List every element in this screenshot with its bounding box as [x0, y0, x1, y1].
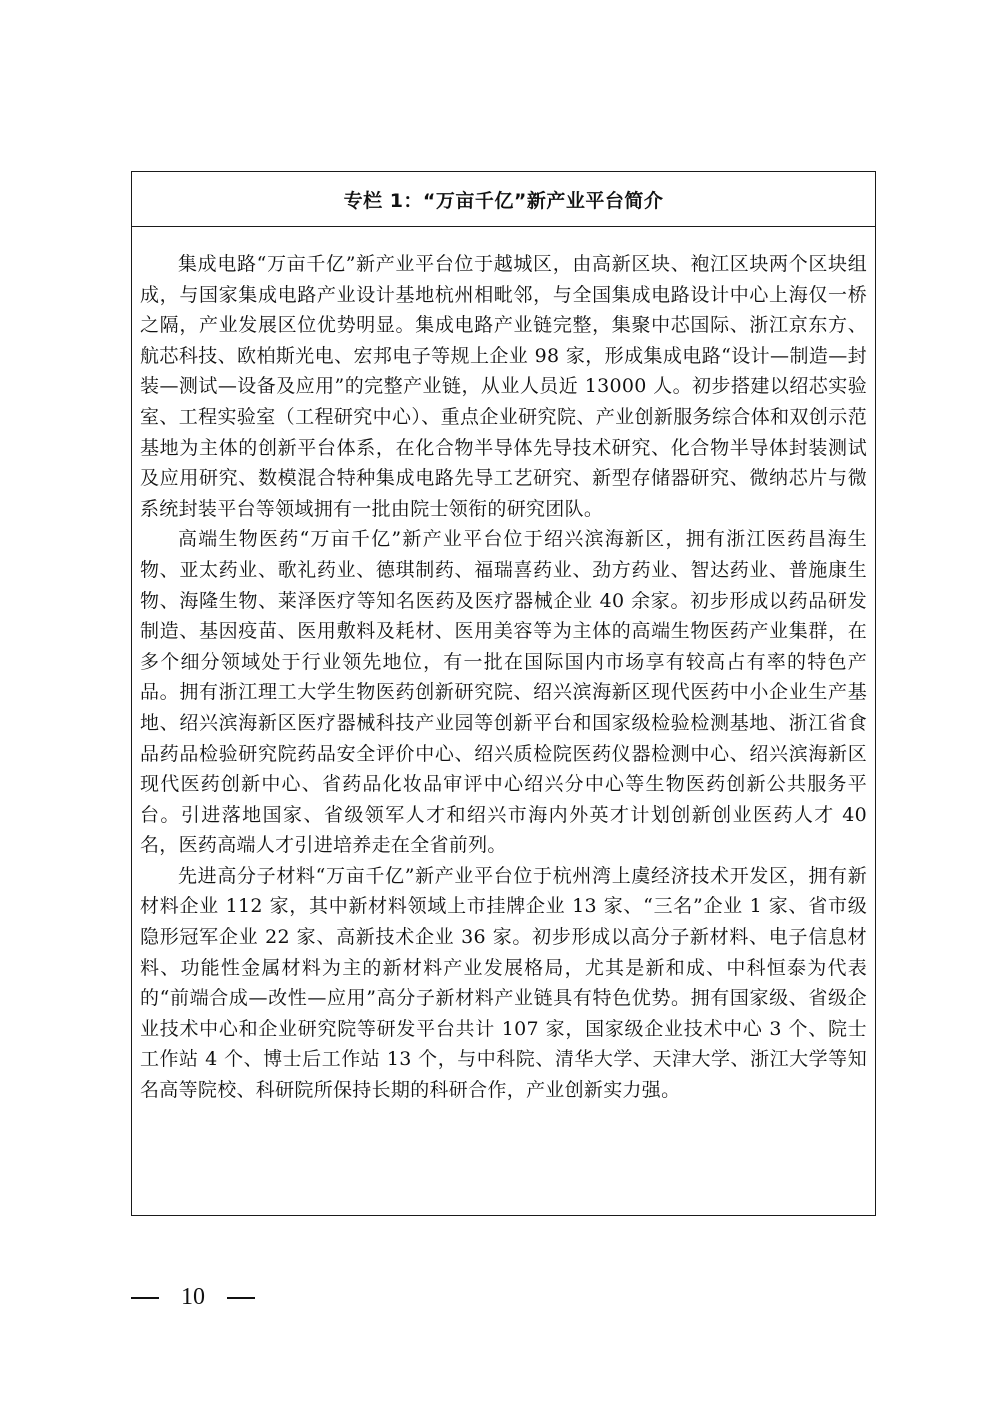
sidebar-box: [131, 171, 876, 1216]
left-dash: [131, 1297, 159, 1299]
page-footer: [131, 1284, 255, 1311]
paragraph-integrated-circuit: 集成电路“万亩千亿”新产业平台位于越城区，由高新区块、袍江区块两个区块组成，与国家集成电路产业设计基地杭州相毗邻，与全国集成电路设计中心上海仅一桥之隔，产业发展区位优势明显。集成电路产业链完整，集聚中芯国际、浙江京东方、航芯科技、欧柏斯光电、宏邦电子等规上企业 98 家，形成集成电路“设计—制造—封装—测试—设备及应用”的完整产业链，从业人员近 13000 人。初步搭建以绍芯实验室、工程实验室（工程研究中心）、重点企业研究院、产业创新服务综合体和双创示范基地为主体的创新平台体系，在化合物半导体先导技术研究、化合物半导体封装测试及应用研究、数模混合特种集成电路先导工艺研究、新型存储器研究、微纳芯片与微系统封装平台等领域拥有一批由院士领衔的研究团队。: [140, 253, 867, 520]
right-dash: [227, 1297, 255, 1299]
paragraph-polymer-materials: 先进高分子材料“万亩千亿”新产业平台位于杭州湾上虞经济技术开发区，拥有新材料企业 112 家，其中新材料领域上市挂牌企业 13 家、“三名”企业 1 家、省市级隐形冠军企业 22 家、高新技术企业 36 家。初步形成以高分子新材料、电子信息材料、功能性金属材料为主的新材料产业发展格局，尤其是新和成、中科恒泰为代表的“前端合成—改性—应用”高分子新材料产业链具有特色优势。拥有国家级、省级企业技术中心和企业研究院等研发平台共计 107 家，国家级企业技术中心 3 个、院士工作站 4 个、博士后工作站 13 个，与中科院、清华大学、天津大学、浙江大学等知名高等院校、科研院所保持长期的科研合作，产业创新实力强。: [140, 864, 867, 1102]
page-number: 10: [181, 1284, 205, 1310]
sidebar-box-title: 专栏 1：“万亩千亿”新产业平台简介: [132, 172, 875, 227]
paragraph-biomedicine: 高端生物医药“万亩千亿”新产业平台位于绍兴滨海新区，拥有浙江医药昌海生物、亚太药业、歌礼药业、德琪制药、福瑞喜药业、劲方药业、智达药业、普施康生物、海隆生物、莱泽医疗等知名医药及医疗器械企业 40 余家。初步形成以药品研发制造、基因疫苗、医用敷料及耗材、医用美容等为主体的高端生物医药产业集群，在多个细分领域处于行业领先地位，有一批在国际国内市场享有较高占有率的特色产品。拥有浙江理工大学生物医药创新研究院、绍兴滨海新区现代医药中小企业生产基地、绍兴滨海新区医疗器械科技产业园等创新平台和国家级检验检测基地、浙江省食品药品检验研究院药品安全评价中心、绍兴质检院医药仪器检测中心、绍兴滨海新区现代医药创新中心、省药品化妆品审评中心绍兴分中心等生物医药创新公共服务平台。引进落地国家、省级领军人才和绍兴市海内外英才计划创新创业医药人才 40 名，医药高端人才引进培养走在全省前列。: [140, 528, 867, 857]
sidebar-box-body: [132, 227, 875, 1106]
